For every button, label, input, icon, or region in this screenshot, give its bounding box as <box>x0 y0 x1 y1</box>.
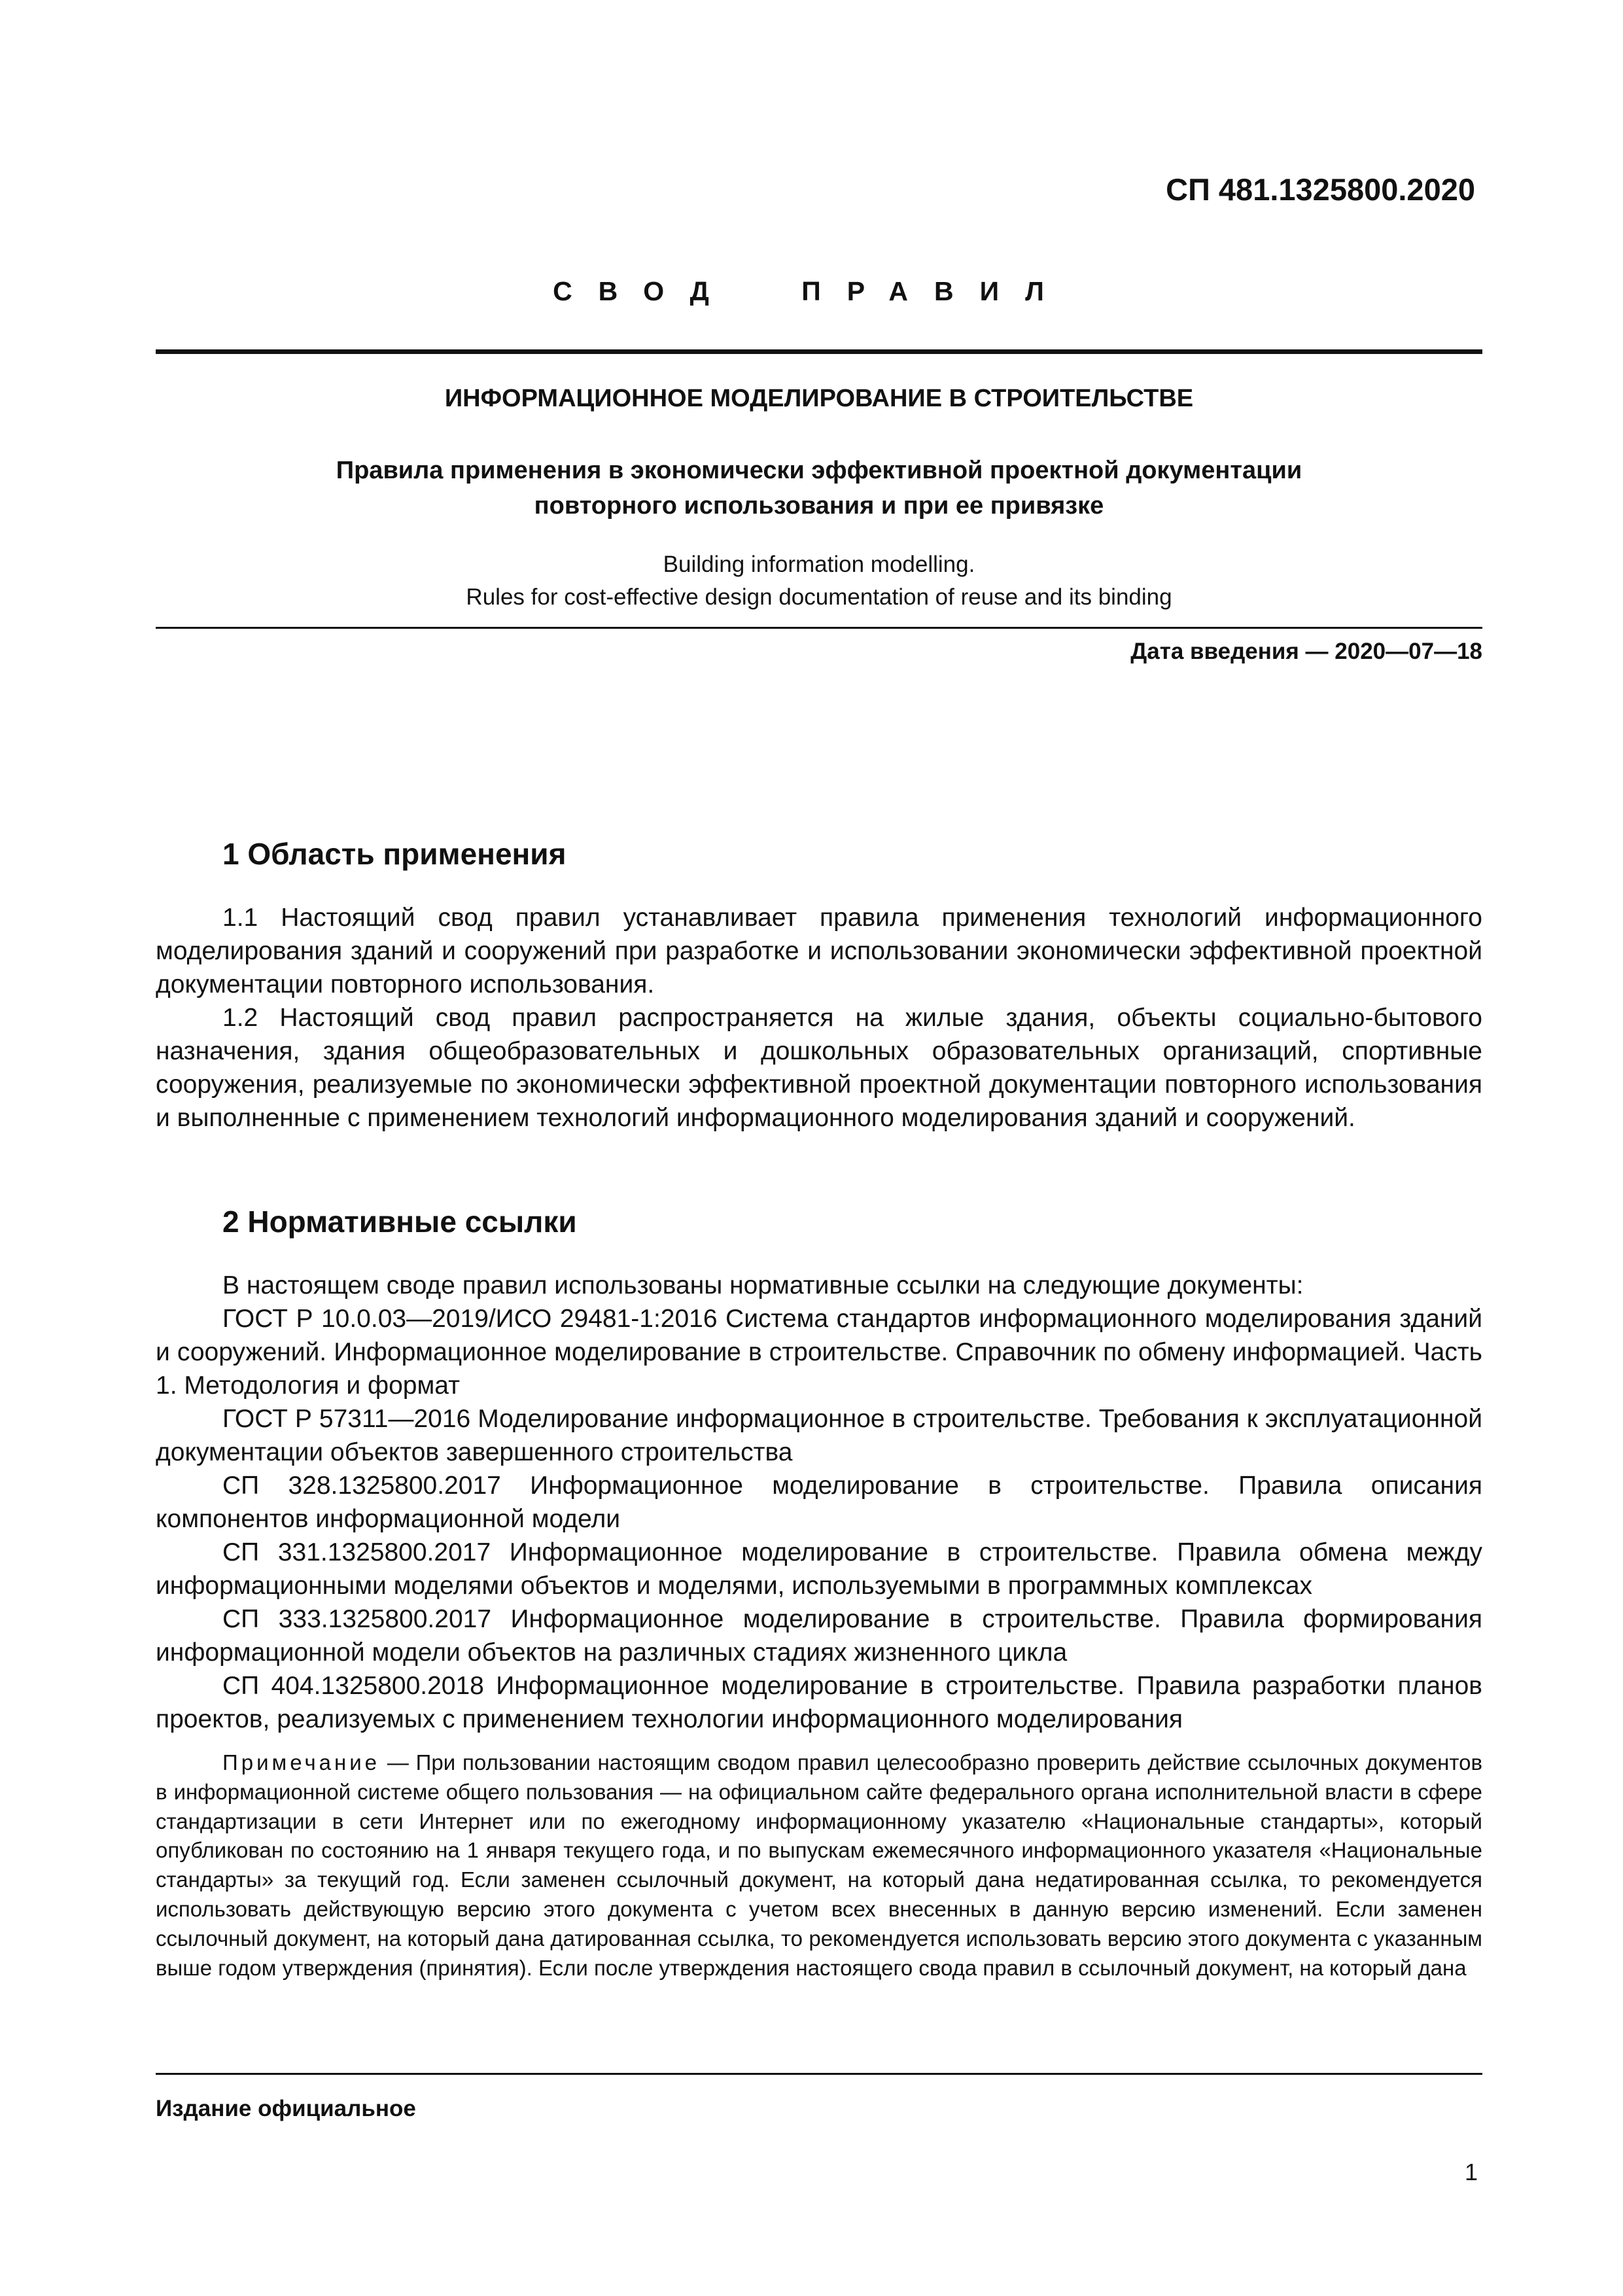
reference-item: ГОСТ Р 10.0.03—2019/ИСО 29481-1:2016 Система стандартов информационного моделирования зданий и сооружений. Информационное моделирование в строительстве. Справочник по обмену информацией. Часть 1. Методология и формат <box>156 1305 1482 1400</box>
english-title-line: Rules for cost-effective design documentation of reuse and its binding <box>466 584 1172 610</box>
document-title: ИНФОРМАЦИОННОЕ МОДЕЛИРОВАНИЕ В СТРОИТЕЛЬСТВЕ <box>444 385 1194 412</box>
reference-item: ГОСТ Р 57311—2016 Моделирование информационное в строительстве. Требования к эксплуатационной документации объектов завершенного строительства <box>156 1405 1482 1466</box>
section-heading-references: 2 Нормативные ссылки <box>222 1205 577 1239</box>
section-references-body <box>156 1269 1482 1736</box>
header-divider <box>156 349 1482 354</box>
subtitle-line: повторного использования и при ее привязке <box>534 492 1104 520</box>
page-number: 1 <box>1464 2159 1478 2185</box>
effective-date: Дата введения — 2020—07—18 <box>1130 639 1482 664</box>
document-subtitle <box>156 453 1482 523</box>
note-text: — При пользовании настоящим сводом правил целесообразно проверить действие ссылочных документов в информационной системе общего пользования — на официальном сайте федерального органа исполнительной власти в сфере стандартизации в сети Интернет или по ежегодному информационному указателю «Национальные стандарты», который опубликован по состоянию на 1 января текущего года, и по выпускам ежемесячного информационного указателя «Национальные стандарты» за текущий год. Если заменен ссылочный документ, на который дана недатированная ссылка, то рекомендуется использовать действующую версию этого документа с учетом всех внесенных в данную версию изменений. Если заменен ссылочный документ, на который дана датированная ссылка, то рекомендуется использовать версию этого документа с указанным выше годом утверждения (принятия). Если после утверждения настоящего свода правил в ссылочный документ, на который дана <box>156 1750 1483 1980</box>
reference-item: СП 328.1325800.2017 Информационное моделирование в строительстве. Правила описания компонентов информационной модели <box>156 1472 1482 1533</box>
edition-label: Издание официальное <box>156 2096 416 2121</box>
english-title-line: Building information modelling. <box>663 552 975 577</box>
paragraph: 1.2 Настоящий свод правил распространяется на жилые здания, объекты социально-бытового назначения, здания общеобразовательных и дошкольных образовательных организаций, спортивные сооружения, реализуемые по экономически эффективной проектной документации повторного использования и выполненные с применением технологий информационного моделирования зданий и сооружений. <box>156 1004 1482 1132</box>
title-divider <box>156 627 1482 629</box>
note-label: Примечание <box>222 1750 381 1775</box>
english-title <box>156 548 1482 614</box>
section-scope-body <box>156 901 1482 1135</box>
section-heading-scope: 1 Область применения <box>222 837 567 871</box>
document-code: СП 481.1325800.2020 <box>1166 172 1475 207</box>
subtitle-line: Правила применения в экономически эффективной проектной документации <box>336 457 1302 484</box>
footer-divider <box>156 2073 1482 2075</box>
reference-item: СП 333.1325800.2017 Информационное моделирование в строительстве. Правила формирования информационной модели объектов на различных стадиях жизненного цикла <box>156 1605 1482 1667</box>
paragraph: 1.1 Настоящий свод правил устанавливает правила применения технологий информационного моделирования зданий и сооружений при разработке и использовании экономически эффективной проектной документации повторного использования. <box>156 904 1482 998</box>
reference-item: СП 331.1325800.2017 Информационное моделирование в строительстве. Правила обмена между информационными моделями объектов и моделями, используемыми в программных комплексах <box>156 1538 1482 1600</box>
note-block <box>156 1748 1482 1983</box>
note-paragraph <box>156 1748 1482 1983</box>
paragraph: В настоящем своде правил использованы нормативные ссылки на следующие документы: <box>222 1271 1304 1299</box>
reference-item: СП 404.1325800.2018 Информационное моделирование в строительстве. Правила разработки планов проектов, реализуемых с применением технологии информационного моделирования <box>156 1672 1482 1733</box>
document-type: СВОД ПРАВИЛ <box>553 276 1070 306</box>
